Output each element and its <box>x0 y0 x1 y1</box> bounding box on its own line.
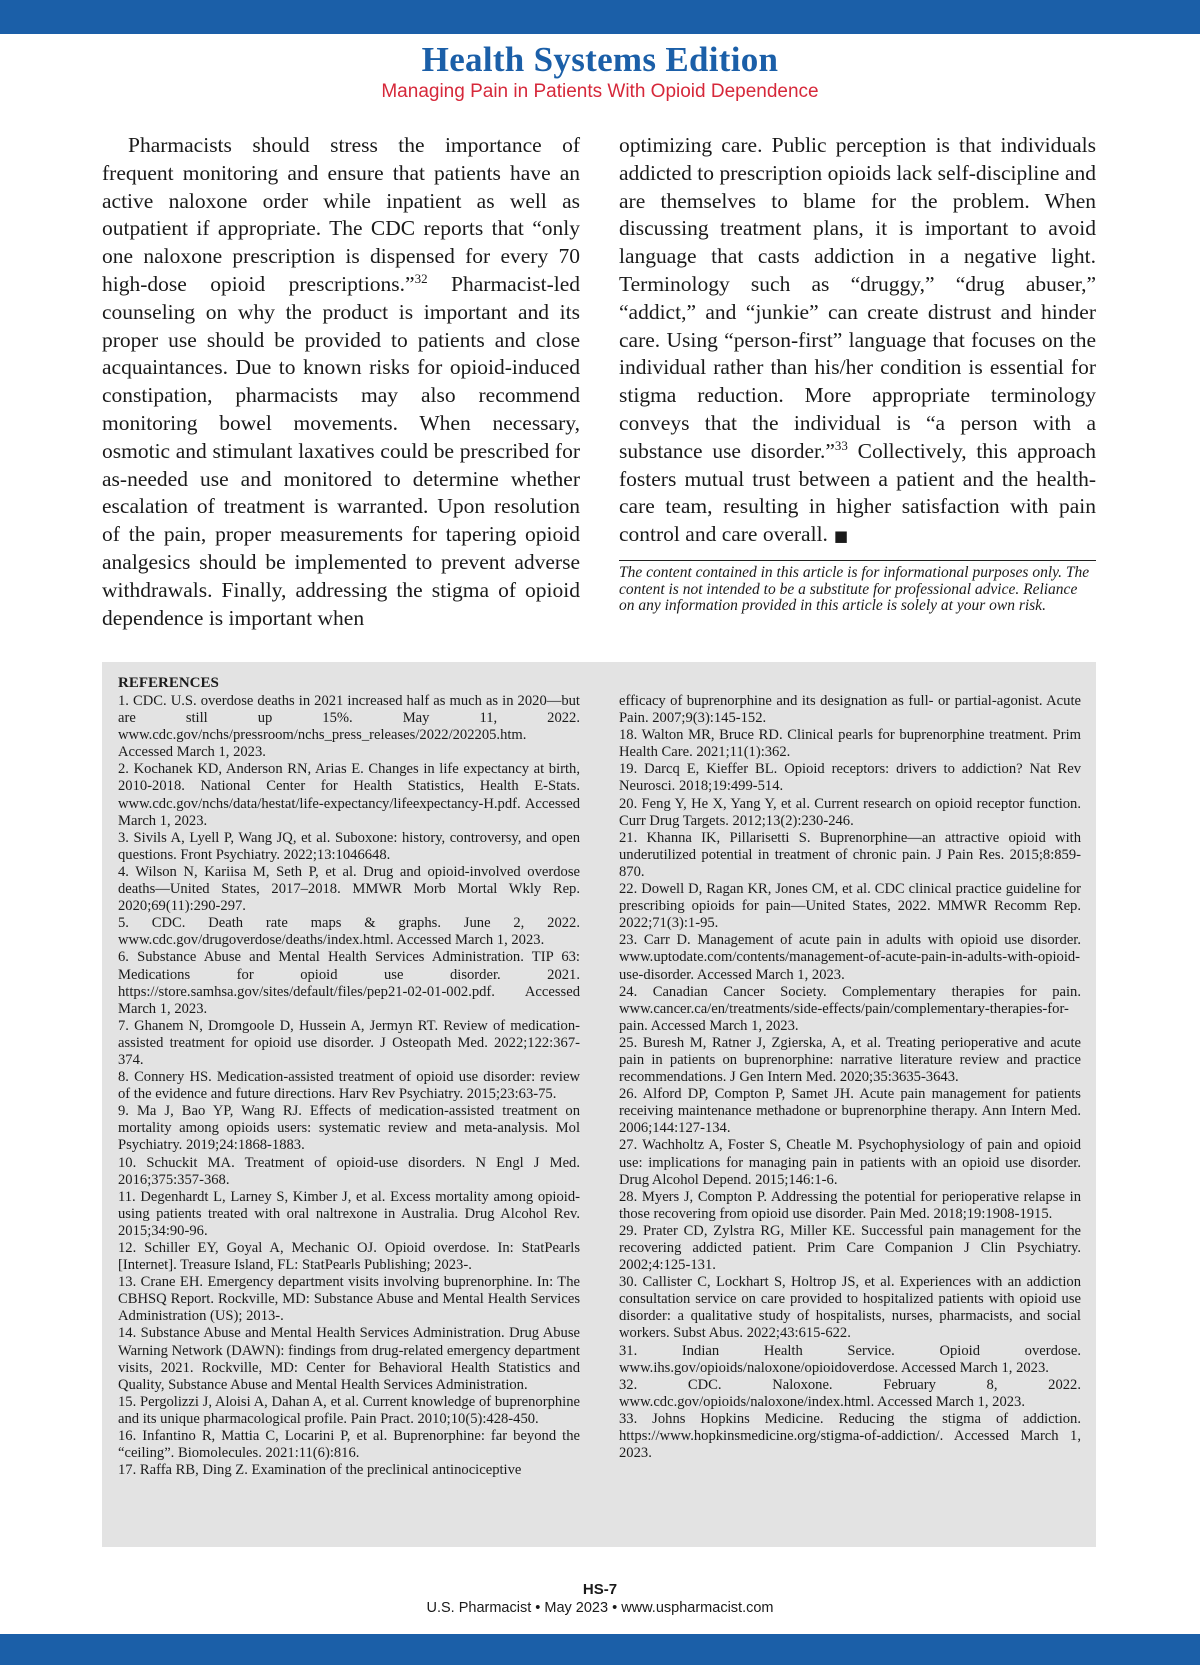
reference-item: 15. Pergolizzi J, Aloisi A, Dahan A, et al. Current knowledge of buprenorphine and its unique pharmacological profile. Pain Pract. 2010;10(5):428-450. <box>118 1393 580 1427</box>
references-column-right <box>619 693 1081 1462</box>
article-text: Pharmacist-led counseling on why the product is important and its proper use should be provided to patients and close acquaintances. Due to known risks for opioid-induced constipation, pharmacists may also recommend monitoring bowel movements. When necessary, osmotic and stimulant laxatives could be prescribed for as-needed use and monitored to determine whether escalation of treatment is warranted. Upon resolution of the pain, proper measurements for tapering opioid analgesics should be implemented to prevent adverse withdrawals. Finally, addressing the stigma of opioid dependence is important when <box>102 271 580 630</box>
article-text: Pharmacists should stress the importance of frequent monitoring and ensure that patients have an active naloxone order while inpatient as well as outpatient if appropriate. The CDC reports that “only one naloxone prescription is dispensed for every 70 high-dose opioid prescriptions.” <box>102 133 580 296</box>
page-number: HS-7 <box>582 1581 618 1598</box>
reference-item: 29. Prater CD, Zylstra RG, Miller KE. Successful pain management for the recovering addicted patient. Prim Care Companion J Clin Psychiatry. 2002;4:125-131. <box>619 1222 1081 1274</box>
reference-item: 31. Indian Health Service. Opioid overdose. www.ihs.gov/opioids/naloxone/opioidoverdose. Accessed March 1, 2023. <box>619 1342 1081 1376</box>
article-text: optimizing care. Public perception is that individuals addicted to prescription opioids lack self-discipline and are themselves to blame for the problem. When discussing treatment plans, it is important to avoid language that casts addiction in a negative light. Terminology such as “druggy,” “drug abuser,” “addict,” and “junkie” can create distrust and hinder care. Using “person-first” language that focuses on the individual rather than his/her condition is essential for stigma reduction. More appropriate terminology conveys that the individual is “a person with a substance use disorder.” <box>619 133 1096 463</box>
citation-superscript: 33 <box>834 437 848 453</box>
reference-item: 10. Schuckit MA. Treatment of opioid-use disorders. N Engl J Med. 2016;375:357-368. <box>118 1154 580 1188</box>
reference-item: 23. Carr D. Management of acute pain in adults with opioid use disorder. www.uptodate.com/contents/management-of-acute-pain-in-adults-with-opioid-use-disorder. Accessed March 1, 2023. <box>619 932 1081 983</box>
reference-item: 9. Ma J, Bao YP, Wang RJ. Effects of medication-assisted treatment on mortality among opioids users: systematic review and meta-analysis. Mol Psychiatry. 2019;24:1868-1883. <box>118 1103 580 1154</box>
reference-item: 11. Degenhardt L, Larney S, Kimber J, et al. Excess mortality among opioid-using patients treated with oral naltrexone in Australia. Drug Alcohol Rev. 2015;34:90-96. <box>118 1188 580 1239</box>
reference-item: 18. Walton MR, Bruce RD. Clinical pearls for buprenorphine treatment. Prim Health Care. 2021;11(1):362. <box>619 727 1081 761</box>
bottom-color-bar <box>0 1634 1200 1665</box>
reference-item: 3. Sivils A, Lyell P, Wang JQ, et al. Suboxone: history, controversy, and open questions. Front Psychiatry. 2022;13:1046648. <box>118 829 580 863</box>
article-column-left <box>102 132 580 632</box>
references-heading: REFERENCES <box>118 675 219 691</box>
reference-item: 33. Johns Hopkins Medicine. Reducing the stigma of addiction. https://www.hopkinsmedicine.org/stigma-of-addiction/. Accessed March 1, 2023. <box>619 1410 1081 1462</box>
reference-item: 19. Darcq E, Kieffer BL. Opioid receptors: drivers to addiction? Nat Rev Neurosci. 2018;19:499-514. <box>619 761 1081 795</box>
reference-item: 1. CDC. U.S. overdose deaths in 2021 increased half as much as in 2020—but are still up 15%. May 11, 2022. www.cdc.gov/nchs/pressroom/nchs_press_releases/2022/202205.htm. Accessed March 1, 2023. <box>118 693 580 761</box>
reference-item: 12. Schiller EY, Goyal A, Mechanic OJ. Opioid overdose. In: StatPearls [Internet]. Treasure Island, FL: StatPearls Publishing; 2023-. <box>118 1240 580 1274</box>
top-color-bar <box>0 0 1200 34</box>
reference-item: 20. Feng Y, He X, Yang Y, et al. Current research on opioid receptor function. Curr Drug Targets. 2012;13(2):230-246. <box>619 795 1081 829</box>
end-of-article-icon: ■ <box>833 527 849 546</box>
reference-item: 17. Raffa RB, Ding Z. Examination of the preclinical antinociceptive <box>118 1462 522 1479</box>
reference-item: 26. Alford DP, Compton P, Samet JH. Acute pain management for patients receiving maintenance methadone or buprenorphine therapy. Ann Intern Med. 2006;144:127-134. <box>619 1086 1081 1137</box>
reference-item: 27. Wachholtz A, Foster S, Cheatle M. Psychophysiology of pain and opioid use: implications for managing pain in patients with an opioid use disorder. Drug Alcohol Depend. 2015;146:1-6. <box>619 1137 1081 1188</box>
reference-item: 24. Canadian Cancer Society. Complementary therapies for pain. www.cancer.ca/en/treatments/side-effects/pain/complementary-therapies-for-pain. Accessed March 1, 2023. <box>619 983 1081 1034</box>
reference-item: 7. Ghanem N, Dromgoole D, Hussein A, Jermyn RT. Review of medication-assisted treatment for opioid use disorder. J Osteopath Med. 2022;122:367-374. <box>118 1017 580 1068</box>
reference-item: 30. Callister C, Lockhart S, Holtrop JS, et al. Experiences with an addiction consultation service on care provided to hospitalized patients with opioid use disorder: a qualitative study of hospitalists, nurses, pharmacists, and social workers. Subst Abus. 2022;43:615-622. <box>619 1274 1081 1342</box>
article-subtitle: Managing Pain in Patients With Opioid Dependence <box>381 81 819 102</box>
references-column-left <box>118 693 580 1479</box>
reference-item: 4. Wilson N, Kariisa M, Seth P, et al. Drug and opioid-involved overdose deaths—United States, 2017–2018. MMWR Morb Mortal Wkly Rep. 2020;69(11):290-297. <box>118 863 580 915</box>
reference-item: efficacy of buprenorphine and its designation as full- or partial-agonist. Acute Pain. 2007;9(3):145-152. <box>619 693 1081 727</box>
reference-item: 2. Kochanek KD, Anderson RN, Arias E. Changes in life expectancy at birth, 2010-2018. National Center for Health Statistics, Health E-Stats. www.cdc.gov/nchs/data/hestat/life-expectancy/lifeexpectancy-H.pdf. Accessed March 1, 2023. <box>118 761 580 829</box>
reference-item: 28. Myers J, Compton P. Addressing the potential for perioperative relapse in those recovering from opioid use disorder. Pain Med. 2018;19:1908-1915. <box>619 1188 1081 1222</box>
citation-superscript: 32 <box>414 270 428 286</box>
reference-item: 32. CDC. Naloxone. February 8, 2022. www.cdc.gov/opioids/naloxone/index.html. Accessed March 1, 2023. <box>619 1376 1081 1410</box>
edition-title: Health Systems Edition <box>421 40 779 79</box>
reference-item: 8. Connery HS. Medication-assisted treatment of opioid use disorder: review of the evidence and future directions. Harv Rev Psychiatry. 2015;23:63-75. <box>118 1069 580 1103</box>
reference-item: 14. Substance Abuse and Mental Health Services Administration. Drug Abuse Warning Network (DAWN): findings from drug-related emergency department visits, 2021. Rockville, MD: Center for Behavioral Health Statistics and Quality, Substance Abuse and Mental Health Services Administration. <box>118 1325 580 1393</box>
disclaimer: The content contained in this article is for informational purposes only. The content is not intended to be a substitute for professional advice. Reliance on any information provided in this article is solely at your own risk. <box>619 560 1096 615</box>
reference-item: 21. Khanna IK, Pillarisetti S. Buprenorphine—an attractive opioid with underutilized potential in treatment of chronic pain. J Pain Res. 2015;8:859-870. <box>619 829 1081 880</box>
reference-item: 22. Dowell D, Ragan KR, Jones CM, et al. CDC clinical practice guideline for prescribing opioids for pain—United States, 2022. MMWR Recomm Rep. 2022;71(3):1-95. <box>619 881 1081 932</box>
reference-item: 6. Substance Abuse and Mental Health Services Administration. TIP 63: Medications for opioid use disorder. 2021. https://store.samhsa.gov/sites/default/files/pep21-02-01-002.pdf. Accessed March 1, 2023. <box>118 949 580 1017</box>
footer-publication-line: U.S. Pharmacist • May 2023 • www.uspharmacist.com <box>426 1600 774 1616</box>
article-column-right <box>619 132 1096 551</box>
reference-item: 25. Buresh M, Ratner J, Zgierska, A, et al. Treating perioperative and acute pain in patients on buprenorphine: narrative literature review and practice recommendations. J Gen Intern Med. 2020;35:3635-3643. <box>619 1034 1081 1086</box>
reference-item: 13. Crane EH. Emergency department visits involving buprenorphine. In: The CBHSQ Report. Rockville, MD: Substance Abuse and Mental Health Services Administration (US); 2013-. <box>118 1274 580 1325</box>
reference-item: 16. Infantino R, Mattia C, Locarini P, et al. Buprenorphine: far beyond the “ceiling”. Biomolecules. 2021:11(6):816. <box>118 1428 580 1462</box>
reference-item: 5. CDC. Death rate maps & graphs. June 2, 2022. www.cdc.gov/drugoverdose/deaths/index.html. Accessed March 1, 2023. <box>118 915 580 949</box>
article-text: Collectively, this approach fosters mutual trust between a patient and the health-care team, resulting in higher satisfaction with pain control and care overall. <box>619 438 1096 547</box>
